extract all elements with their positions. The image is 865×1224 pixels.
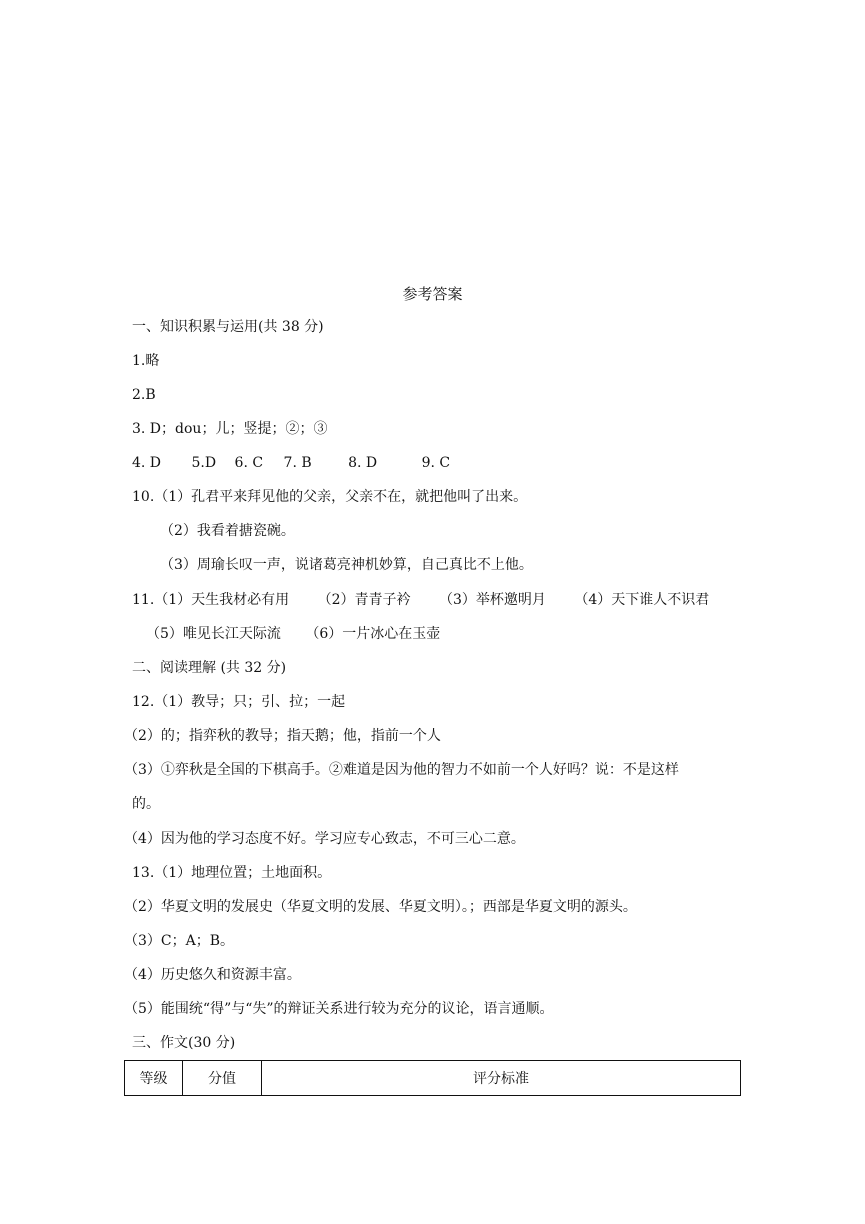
scoring-table — [124, 1060, 741, 1096]
answer-13-5: （5）能围统“得”与“失”的辩证关系进行较为充分的议论，语言通顺。 — [124, 1001, 554, 1017]
answer-12-2: （2）的；指弈秋的教导；指天鹅；他，指前一个人 — [124, 728, 441, 744]
answer-11-5: （5）唯见长江天际流 — [146, 626, 281, 642]
answer-11-line2 — [146, 624, 440, 644]
table-header-row — [125, 1061, 741, 1096]
answer-11-2: （2）青青子衿 — [317, 592, 411, 608]
answer-1: 1.略 — [132, 353, 160, 369]
answer-3: 3. D；dou；儿；竖提；②；③ — [132, 421, 328, 437]
answer-12-3b: 的。 — [132, 796, 160, 812]
header-score: 分值 — [183, 1061, 262, 1096]
answer-11-6: （6）一片冰心在玉壶 — [305, 626, 441, 642]
answer-10-1: 10.（1）孔君平来拜见他的父亲，父亲不在，就把他叫了出来。 — [132, 489, 528, 505]
answer-12-1: 12.（1）教导；只；引、拉；一起 — [132, 694, 346, 710]
document-title: 参考答案 — [402, 285, 463, 303]
header-criteria: 评分标准 — [262, 1061, 741, 1096]
answer-10-3: （3）周瑜长叹一声，说诸葛亮神机妙算，自己真比不上他。 — [160, 557, 533, 573]
answer-13-1: 13.（1）地理位置；土地面积。 — [132, 865, 332, 881]
header-grade: 等级 — [125, 1061, 183, 1096]
answer-13-4: （4）历史悠久和资源丰富。 — [124, 967, 301, 983]
answer-11-3: （3）举杯邀明月 — [439, 592, 546, 608]
section3-heading: 三、作文(30 分) — [132, 1035, 236, 1051]
answer-8: 8. D — [348, 455, 378, 471]
answer-4: 4. D — [132, 455, 162, 471]
answer-10-2: （2）我看着搪瓷碗。 — [160, 523, 295, 539]
answer-11-1: 11.（1）天生我材必有用 — [132, 592, 290, 608]
answer-6: 6. C — [234, 455, 264, 471]
answer-7: 7. B — [283, 455, 312, 471]
answer-12-4: （4）因为他的学习态度不好。学习应专心致志，不可三心二意。 — [124, 831, 525, 847]
answer-13-2: （2）华夏文明的发展史（华夏文明的发展、华夏文明）。；西部是华夏文明的源头。 — [124, 899, 637, 915]
answer-11-line1 — [132, 590, 709, 610]
answer-2: 2.B — [132, 387, 156, 403]
section2-heading: 二、阅读理解 (共 32 分) — [132, 660, 287, 676]
answer-9: 9. C — [421, 455, 451, 471]
answer-5: 5.D — [191, 455, 217, 471]
answer-11-4: （4）天下谁人不识君 — [574, 592, 710, 608]
answer-13-3: （3）C；A；B。 — [124, 933, 235, 949]
answers-4-9 — [132, 453, 450, 473]
section1-heading: 一、知识积累与运用(共 38 分) — [132, 319, 324, 335]
answer-12-3a: （3）①弈秋是全国的下棋高手。②难道是因为他的智力不如前一个人好吗？说：不是这样 — [124, 762, 679, 778]
